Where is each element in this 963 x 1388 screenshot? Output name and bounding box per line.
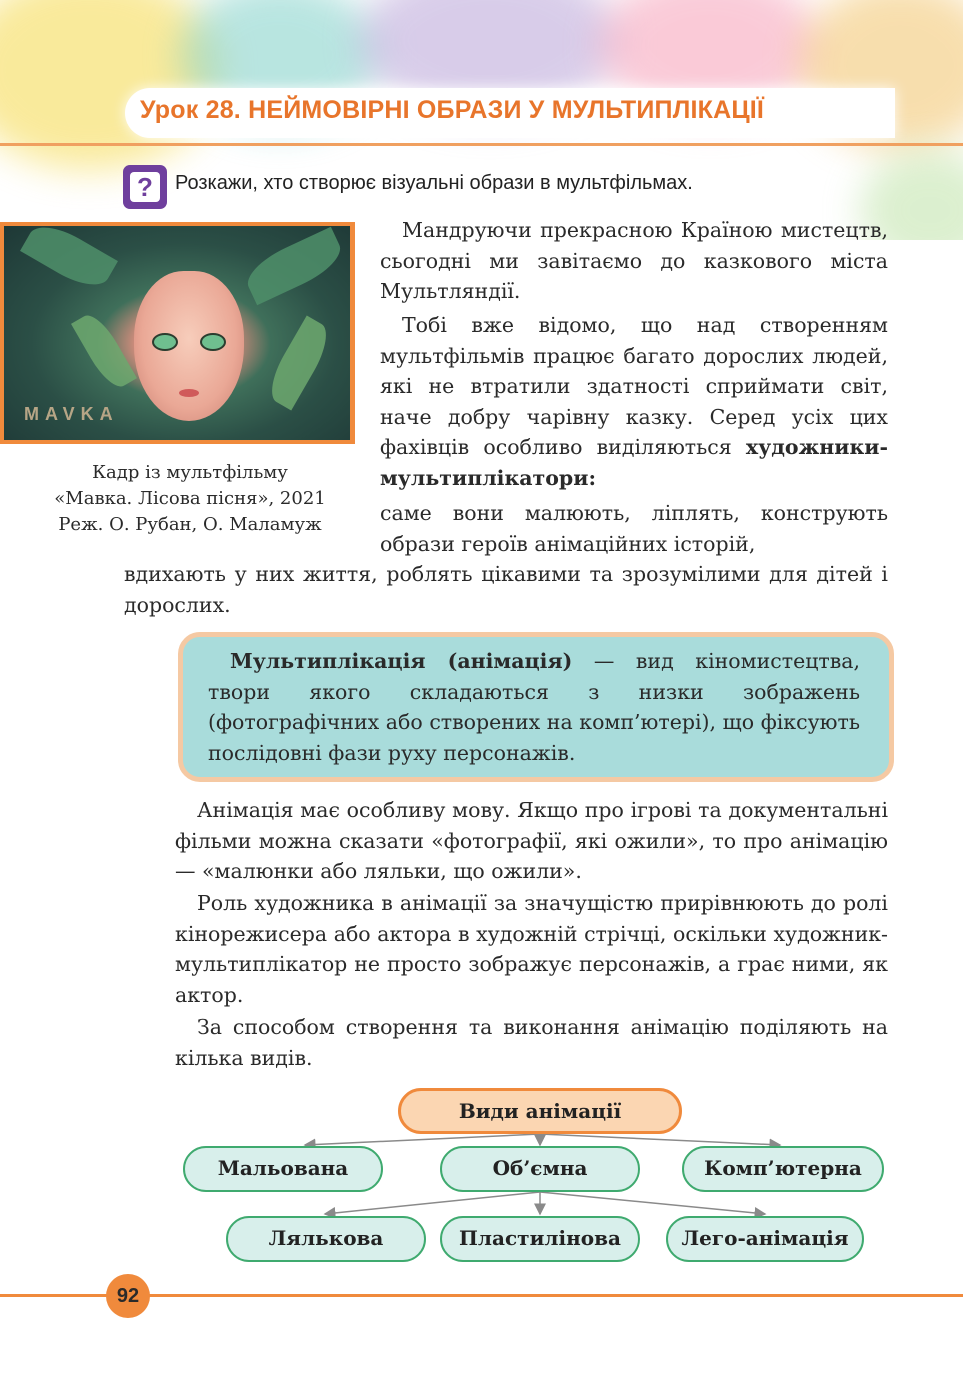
body-paragraph-4: Роль художника в анімації за значущістю прирівнюють до ролі кінорежисера або актора в художній стрічці, оскільки художник-мультиплікатор не просто зображує персонажів, а грає ними, як актор. (175, 891, 888, 1007)
intro-paragraph-1: Мандруючи прекрасною Країною мистецтв, сьогодні ми завітаємо до казкового міста Мультляндії. (380, 218, 888, 303)
diagram-node-drawn: Мальована (183, 1146, 383, 1192)
intro-paragraph-2-cont-b: вдихають у них життя, роблять цікавими та зрозумілими для дітей і дорослих. (124, 562, 888, 617)
movie-still-image (4, 226, 350, 440)
intro-paragraph-2-cont-a: саме вони малюють, ліплять, конструють образи героїв анімаційних історій, (380, 501, 888, 556)
page-number: 92 (106, 1274, 150, 1318)
question-mark-icon: ? (123, 165, 167, 209)
movie-logo: MAVKA (24, 404, 119, 424)
diagram-node-volumetric: Об’ємна (440, 1146, 640, 1192)
question-text: Розкажи, хто створює візуальні образи в мультфільмах. (175, 172, 693, 194)
figure-caption: Кадр із мультфільму «Мавка. Лісова пісня», 2021 Реж. О. Рубан, О. Маламуж (54, 462, 326, 535)
diagram-root-node: Види анімації (398, 1088, 682, 1134)
title-divider (0, 143, 963, 146)
definition-text: Мультиплікація (анімація) — вид кіномистецтва, твори якого складаються з низки зображень (фотографічних або створених на комп’ютері), що фіксують послідовні фази руху персонажів. (208, 649, 860, 765)
movie-still-frame (0, 222, 355, 444)
body-paragraph-3: Анімація має особливу мову. Якщо про ігрові та документальні фільми можна сказати «фотографії, які ожили», то про анімацію — «малюнки або ляльки, що ожили». (175, 798, 888, 883)
diagram-node-puppet: Лялькова (226, 1216, 426, 1262)
diagram-node-computer: Комп’ютерна (682, 1146, 884, 1192)
lesson-title: Урок 28. НЕЙМОВІРНІ ОБРАЗИ У МУЛЬТИПЛІКАЦІЇ (140, 96, 765, 124)
diagram-node-plasticine: Пластилінова (440, 1216, 640, 1262)
diagram-node-lego: Лего-анімація (666, 1216, 864, 1262)
body-paragraph-5: За способом створення та виконання анімацію поділяють на кілька видів. (175, 1015, 888, 1070)
highlight-term: художники-мультиплікатори: (380, 435, 888, 490)
intro-paragraph-2: Тобі вже відомо, що над створенням мультфільмів працює багато дорослих людей, які не втратили здатності сприймати світ, наче добру чарівну казку. Серед усіх цих фахівців особливо виділяються художники-мультиплікатори: (380, 313, 888, 490)
